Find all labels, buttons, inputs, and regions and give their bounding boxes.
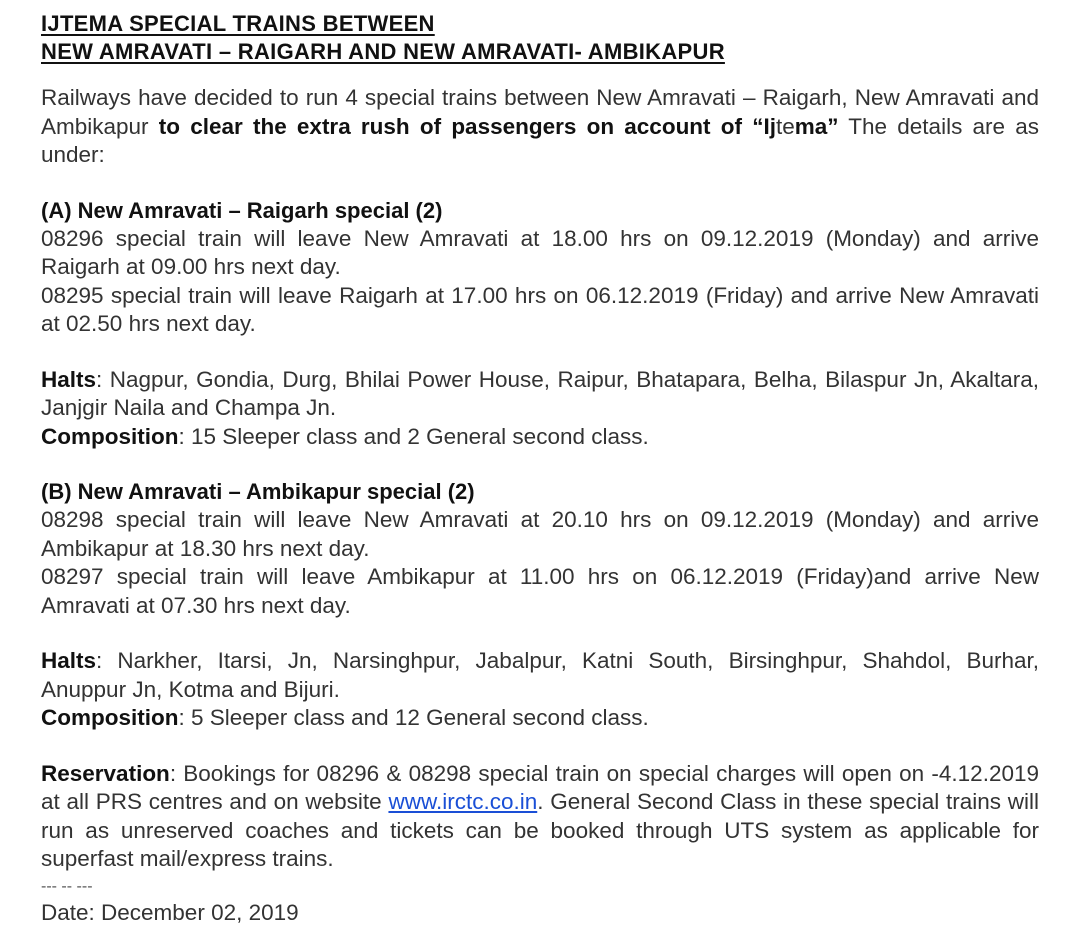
intro-normal-mid: te: [775, 113, 795, 139]
reservation-block: [41, 760, 1039, 874]
section-b-halts-text: : Narkher, Itarsi, Jn, Narsinghpur, Jabalpur, Katni South, Birsinghpur, Shahdol, Burhar, Anuppur Jn, Kotma and Bijuri.: [41, 648, 1039, 702]
section-a-halts-text: : Nagpur, Gondia, Durg, Bhilai Power House, Raipur, Bhatapara, Belha, Bilaspur Jn, Akaltara, Janjgir Naila and Champa Jn.: [41, 366, 1039, 420]
section-b-heading: (B) New Amravati – Ambikapur special (2): [41, 479, 475, 504]
release-date: Date: December 02, 2019: [41, 899, 299, 925]
intro-bold-1: to clear the extra rush of passengers on account of “Ij: [158, 113, 776, 139]
section-b-composition-label: Composition: [41, 705, 179, 730]
press-release: [41, 10, 1039, 928]
section-a-halts-label: Halts: [41, 366, 97, 392]
section-a-halts: [41, 366, 1039, 423]
section-b-train-2: 08297 special train will leave Ambikapur at 11.00 hrs on 06.12.2019 (Friday)and arrive New Amravati at 07.30 hrs next day.: [41, 564, 1039, 618]
section-b-halts-label: Halts: [41, 648, 97, 673]
reservation-text-2: . General Second Class in these special trains will run as unreserved coaches and tickets can be booked through UTS system as applicable for superfast mail/express trains.: [41, 789, 1039, 871]
intro-paragraph: [41, 84, 1039, 170]
title-line-2: NEW AMRAVATI – RAIGARH AND NEW AMRAVATI- AMBIKAPUR: [41, 39, 725, 64]
section-b-details: [41, 647, 1039, 733]
intro-text-2: The details are as under:: [41, 113, 1040, 167]
section-b-train-1: 08298 special train will leave New Amravati at 20.10 hrs on 09.12.2019 (Monday) and arrive Ambikapur at 18.30 hrs next day.: [41, 507, 1039, 561]
title-line-1: IJTEMA SPECIAL TRAINS BETWEEN: [41, 11, 435, 36]
intro-bold-2: ma”: [794, 113, 839, 139]
reservation-label: Reservation: [41, 760, 170, 786]
section-a-composition: [41, 423, 1039, 452]
section-a-details: [41, 366, 1039, 452]
section-a-train-1: 08296 special train will leave New Amravati at 18.00 hrs on 09.12.2019 (Monday) and arrive Raigarh at 09.00 hrs next day.: [41, 225, 1039, 279]
irctc-link[interactable]: www.irctc.co.in: [388, 789, 538, 814]
reservation-text-1: : Bookings for 08296 & 08298 special train on special charges will open on -4.12.2019 at all PRS centres and on website: [41, 760, 1039, 814]
section-b-composition: [41, 704, 1039, 733]
section-a-composition-text: : 15 Sleeper class and 2 General second class.: [178, 423, 649, 449]
section-b-composition-text: : 5 Sleeper class and 12 General second class.: [178, 705, 649, 730]
section-a-composition-label: Composition: [41, 423, 179, 449]
reservation-paragraph: [41, 760, 1039, 874]
intro-text-1: Railways have decided to run 4 special trains between New Amravati – Raigarh, New Amravati and Ambikapur: [41, 85, 1039, 139]
section-b-halts: [41, 647, 1039, 704]
separator: --- -- ---: [41, 877, 93, 895]
section-a-train-2: 08295 special train will leave Raigarh at 17.00 hrs on 06.12.2019 (Friday) and arrive New Amravati at 02.50 hrs next day.: [41, 282, 1039, 336]
section-a-heading: (A) New Amravati – Raigarh special (2): [41, 197, 443, 223]
